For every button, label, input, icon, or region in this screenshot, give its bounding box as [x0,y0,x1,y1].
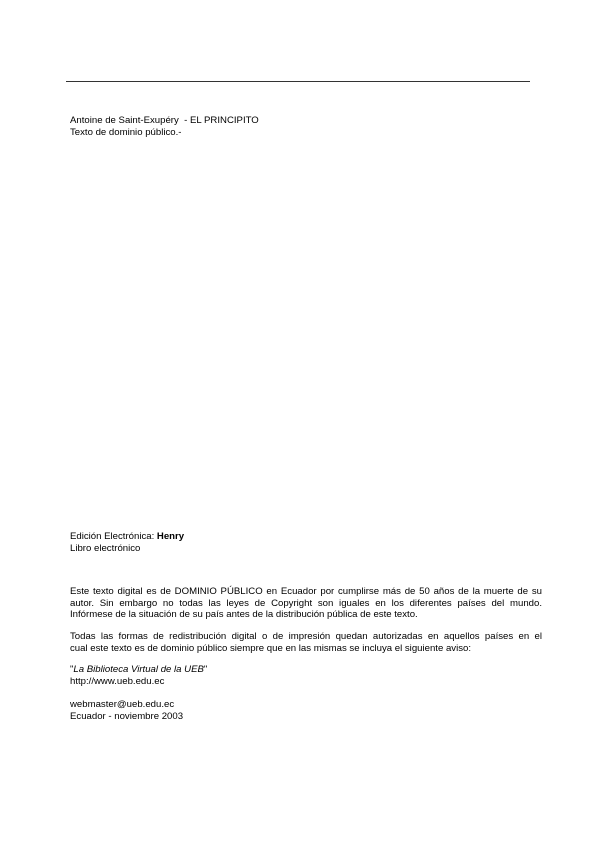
redistribution-notice [70,631,542,654]
notice-line-3: Infórmese de la situación de su país antes de la distribución pública de este texto. [70,609,418,620]
library-name: La Biblioteca Virtual de la UEB [73,664,204,675]
location-date: Ecuador - noviembre 2003 [70,710,184,722]
book-title: Antoine de Saint-Exupéry - EL PRINCIPITO [70,115,259,126]
forms-line-1: Todas las formas de redistribución digital o de impresión quedan autorizadas en aquellos países en el [70,631,542,642]
library-name-line [70,664,542,676]
edition-label: Edición Electrónica: [70,531,157,542]
notice-line-1: Este texto digital es de DOMINIO PÚBLICO en Ecuador por cumplirse más de 50 años de la muerte de su [70,586,542,597]
title-block [70,115,542,138]
header-divider [66,81,530,82]
notice-line-2: autor. Sin embargo no todas las leyes de Copyright son iguales en los diferentes países del mundo. [70,597,542,609]
edition-editor: Henry [156,531,185,542]
public-domain-notice [70,586,542,621]
quote-close: " [203,664,208,675]
edition-block [70,531,542,554]
library-block [70,664,542,687]
edition-line [70,531,542,543]
contact-email: webmaster@ueb.edu.ec [70,699,175,710]
public-domain-note: Texto de dominio público.- [70,126,182,138]
library-url: http://www.ueb.edu.ec [70,675,165,687]
edition-format: Libro electrónico [70,542,141,554]
forms-line-2: cual este texto es de dominio público siempre que en las mismas se incluya el siguiente aviso: [70,642,472,654]
contact-block [70,699,542,722]
quote-open: " [70,664,74,675]
